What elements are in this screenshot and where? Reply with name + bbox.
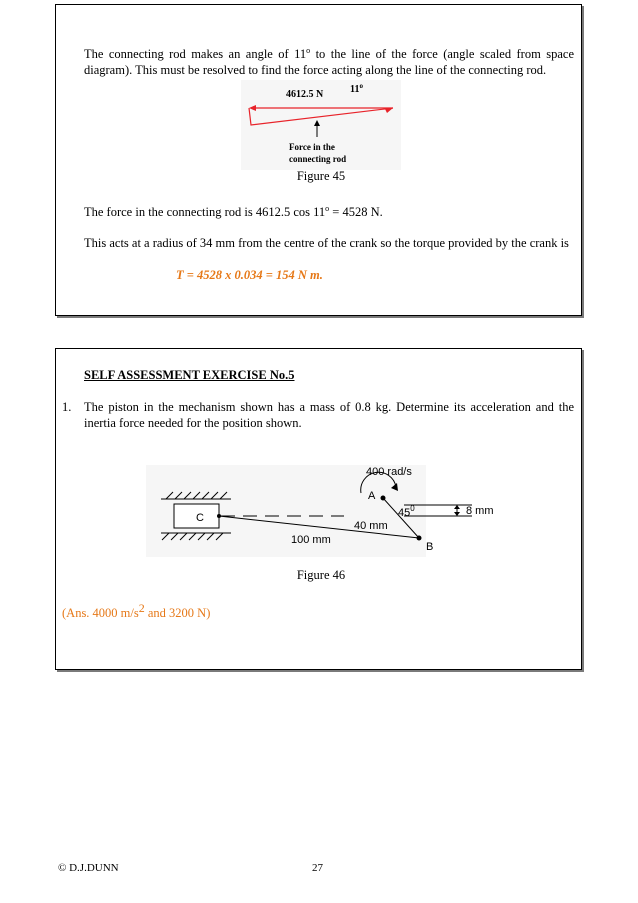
paragraph-rod-force: The force in the connecting rod is 4612.5 $\cos 11^o = 4528$ N. (84, 204, 383, 220)
paragraph-torque: This acts at a radius of 34 mm from the centre of the crank so the torque provided by the crank is (84, 236, 569, 250)
angle-45-label: $45^0$ (398, 504, 415, 519)
offset-label: 8 mm (466, 505, 494, 517)
page-number: 27 (312, 862, 323, 874)
worked-example-box (55, 4, 582, 316)
rod-length-label: 100 mm (291, 534, 331, 546)
question-text: The piston in the mechanism shown has a mass of 0.8 kg. Determine its acceleration and the inertia force needed for the position shown. (84, 400, 574, 430)
answer-text: (Ans. 4000 $m/s^2$ and 3200 N) (62, 601, 211, 620)
offset-dimension-arrow (454, 505, 460, 516)
figure-46-caption: Figure 46 (296, 568, 346, 582)
angle-label: 11$^o$ (350, 82, 363, 95)
figure-45-force-triangle (241, 80, 401, 170)
figure-45-caption: Figure 45 (296, 169, 346, 183)
exercise-heading: SELF ASSESSMENT EXERCISE No.5 (84, 368, 295, 382)
crank-length-label: 40 mm (354, 520, 388, 532)
figure-46-mechanism (136, 457, 506, 557)
point-b-dot (417, 536, 422, 541)
point-a-label: A (368, 490, 376, 502)
torque-equation: T = 4528 x 0.034 = 154 N m. (176, 268, 323, 282)
question-number: 1. (62, 400, 72, 414)
paragraph-angle: The connecting rod makes an angle of 11$^o$ to the line of the force (angle scaled from space diagram). This must be resolved to find the force acting along the line of the connecting rod. (84, 46, 574, 78)
point-b-label: B (426, 541, 434, 553)
angular-speed-label: 400 rad/s (366, 466, 412, 478)
self-assessment-box (55, 348, 582, 670)
force-value-label: 4612.5 N (286, 89, 324, 100)
footer-copyright: © D.J.DUNN (58, 862, 119, 874)
rod-force-label-line2: connecting rod (289, 154, 347, 164)
point-c-label: C (196, 512, 204, 524)
point-a-dot (381, 496, 386, 501)
rod-force-label-line1: Force in the (289, 142, 335, 152)
